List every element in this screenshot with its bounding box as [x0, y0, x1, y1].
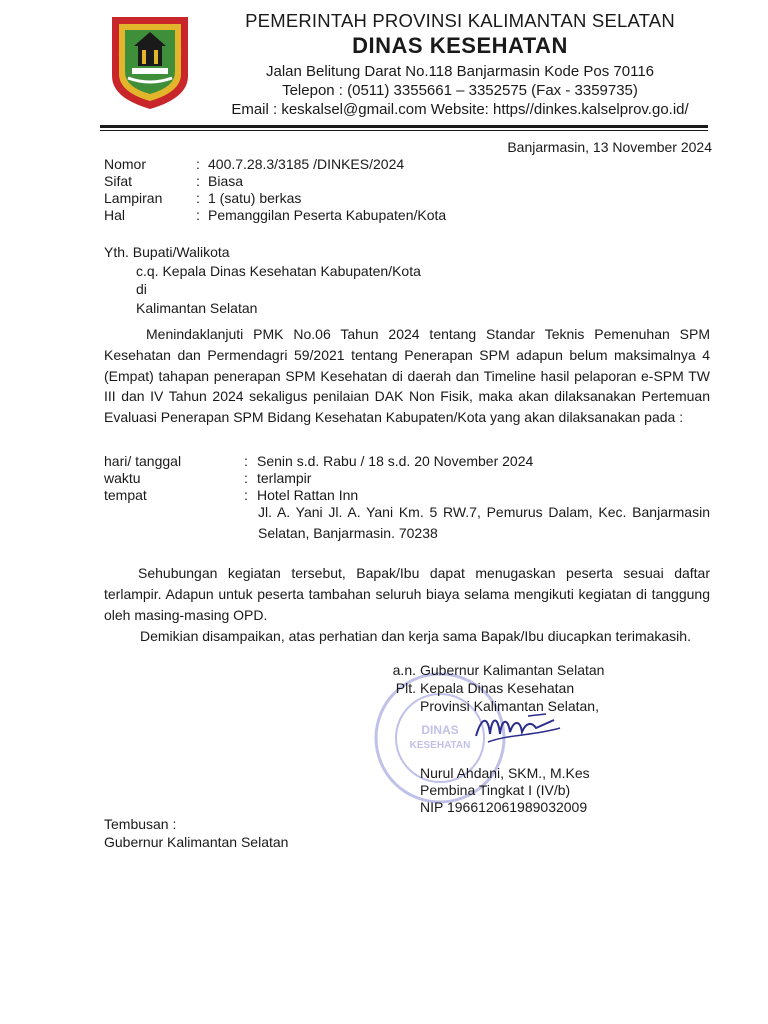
signature-an-text: Gubernur Kalimantan Selatan	[420, 662, 605, 678]
meta-label-lampiran: Lampiran	[104, 190, 163, 206]
venue-address: Jl. A. Yani Jl. A. Yani Km. 5 RW.7, Pemurus Dalam, Kec. Banjarmasin Selatan, Banjarmasin. 70238	[258, 504, 710, 541]
signature-province: Provinsi Kalimantan Selatan,	[420, 698, 599, 714]
cc-recipient: Gubernur Kalimantan Selatan	[104, 834, 289, 850]
letterhead-address: Jalan Belitung Darat No.118 Banjarmasin Kode Pos 70116	[265, 63, 655, 80]
body-paragraph-2: Sehubungan kegiatan tersebut, Bapak/Ibu dapat menugaskan peserta sesuai daftar terlampir. Adapun untuk peserta tambahan seluruh biaya selama mengikuti kegiatan di tanggung oleh masing-masing OPD.	[104, 565, 710, 623]
schedule-colon: :	[244, 470, 248, 486]
svg-text:KESEHATAN: KESEHATAN	[409, 740, 471, 751]
addressee-line: Kalimantan Selatan	[136, 299, 258, 316]
signatory-name: Nurul Ahdani, SKM., M.Kes	[420, 765, 590, 781]
meta-value-nomor: 400.7.28.3/3185 /DINKES/2024	[208, 156, 405, 172]
body-paragraph-1: Menindaklanjuti PMK No.06 Tahun 2024 tentang Standar Teknis Pemenuhan SPM Kesehatan dan Permendagri 59/2021 tentang Penerapan SPM adapun belum maksimalnya 4 (Empat) tahapan penerapan SPM Kesehatan di daerah dan Timeline hasil pelaporan e-SPM TW III dan IV Tahun 2024 sekaligus penilaian DAK Non Fisik, maka akan dilaksanakan Pertemuan Evaluasi Penerapan SPM Bidang Kesehatan Kabupaten/Kota yang akan dilaksanakan pada :	[104, 326, 710, 426]
meta-label-sifat: Sifat	[104, 173, 133, 189]
meta-label-nomor: Nomor	[104, 156, 147, 172]
meta-colon: :	[196, 207, 200, 223]
meta-value-hal: Pemanggilan Peserta Kabupaten/Kota	[208, 207, 447, 223]
signatory-rank: Pembina Tingkat I (IV/b)	[420, 782, 571, 798]
meta-colon: :	[196, 156, 200, 172]
coat-of-arms-logo	[108, 14, 192, 112]
letterhead-department: DINAS KESEHATAN	[352, 33, 568, 58]
letterhead-contact: Email : keskalsel@gmail.com Website: https//dinkes.kalselprov.go.id/	[231, 101, 689, 118]
letterhead-phone: Telepon : (0511) 3355661 – 3352575 (Fax - 3359735)	[282, 82, 638, 99]
addressee-block	[104, 243, 421, 317]
body-paragraph-3: Demikian disampaikan, atas perhatian dan kerja sama Bapak/Ibu diucapkan terimakasih.	[140, 628, 691, 644]
svg-text:DINAS: DINAS	[421, 723, 459, 737]
addressee-line: Yth. Bupati/Walikota	[104, 244, 230, 260]
schedule-value-place: Hotel Rattan Inn	[257, 487, 359, 503]
addressee-line: c.q. Kepala Dinas Kesehatan Kabupaten/Kota	[136, 262, 421, 279]
schedule-value-time: terlampir	[257, 470, 312, 486]
signature-plt-text: Kepala Dinas Kesehatan	[420, 680, 575, 696]
schedule-label-time: waktu	[104, 470, 141, 486]
schedule-label-date: hari/ tanggal	[104, 453, 182, 469]
meta-colon: :	[196, 190, 200, 206]
schedule-label-place: tempat	[104, 487, 147, 503]
signatory-nip: NIP 196612061989032009	[420, 799, 588, 815]
addressee-line: di	[136, 281, 147, 297]
schedule-colon: :	[244, 487, 248, 503]
meta-value-lampiran: 1 (satu) berkas	[208, 190, 302, 206]
cc-block	[104, 815, 288, 851]
signature-an-label: a.n.	[392, 662, 416, 678]
signature-plt-label: Plt.	[395, 680, 416, 696]
meta-colon: :	[196, 173, 200, 189]
schedule-value-date: Senin s.d. Rabu / 18 s.d. 20 November 2024	[257, 453, 534, 469]
meta-label-hal: Hal	[104, 207, 126, 223]
meta-value-sifat: Biasa	[208, 173, 244, 189]
letterhead-government: PEMERINTAH PROVINSI KALIMANTAN SELATAN	[245, 10, 675, 31]
schedule-colon: :	[244, 453, 248, 469]
cc-heading: Tembusan :	[104, 816, 177, 832]
letterhead-rule-thin	[100, 130, 708, 131]
letterhead-rule-thick	[100, 125, 708, 128]
letter-date: Banjarmasin, 13 November 2024	[507, 139, 712, 155]
